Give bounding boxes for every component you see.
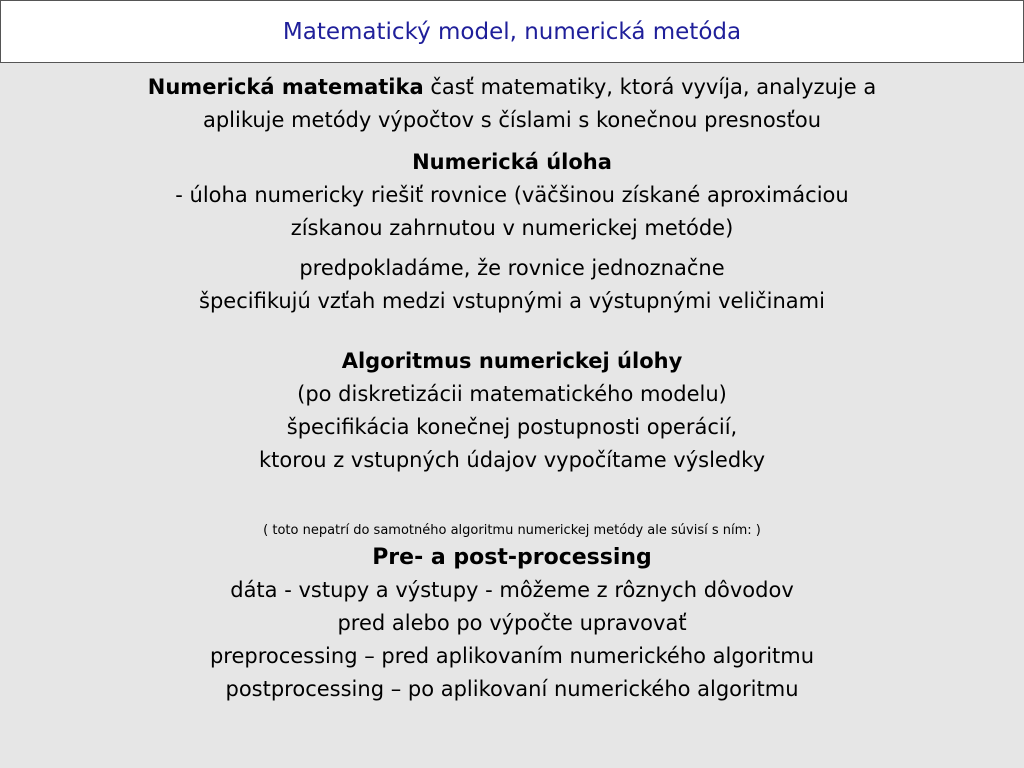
intro-line-1-rest: časť matematiky, ktorá vyvíja, analyzuje a bbox=[423, 75, 877, 99]
processing-line-3: preprocessing – pred aplikovaním numerického algoritmu bbox=[209, 644, 815, 668]
processing-line-1: dáta - vstupy a výstupy - môžeme z rôznych dôvodov bbox=[230, 578, 794, 602]
slide-content bbox=[0, 62, 1024, 706]
processing-note: ( toto nepatrí do samotného algoritmu numerickej metódy ale súvisí s ním: ) bbox=[263, 523, 761, 538]
processing-line-2: pred alebo po výpočte upravovať bbox=[337, 611, 687, 635]
task-heading: Numerická úloha bbox=[412, 150, 612, 174]
intro-line-2: aplikuje metódy výpočtov s číslami s konečnou presnosťou bbox=[202, 108, 822, 132]
algorithm-line-1: (po diskretizácii matematického modelu) bbox=[297, 382, 727, 406]
algorithm-line-3: ktorou z vstupných údajov vypočítame výsledky bbox=[258, 448, 766, 472]
slide-title: Matematický model, numerická metóda bbox=[282, 18, 742, 45]
algorithm-heading: Algoritmus numerickej úlohy bbox=[341, 349, 683, 373]
intro-line-1 bbox=[0, 71, 1024, 104]
task-line-1: - úloha numericky riešiť rovnice (väčšinou získané aproximáciou bbox=[175, 183, 849, 207]
algorithm-line-2: špecifikácia konečnej postupnosti operácií, bbox=[286, 415, 738, 439]
assumption-line-1: predpokladáme, že rovnice jednoznačne bbox=[299, 256, 725, 280]
slide-title-bar bbox=[0, 0, 1024, 63]
processing-line-4: postprocessing – po aplikovaní numerického algoritmu bbox=[225, 677, 799, 701]
processing-heading: Pre- a post-processing bbox=[372, 545, 652, 570]
task-line-2: získanou zahrnutou v numerickej metóde) bbox=[290, 216, 734, 240]
intro-term: Numerická matematika bbox=[147, 75, 424, 99]
assumption-line-2: špecifikujú vzťah medzi vstupnými a výstupnými veličinami bbox=[199, 289, 825, 313]
